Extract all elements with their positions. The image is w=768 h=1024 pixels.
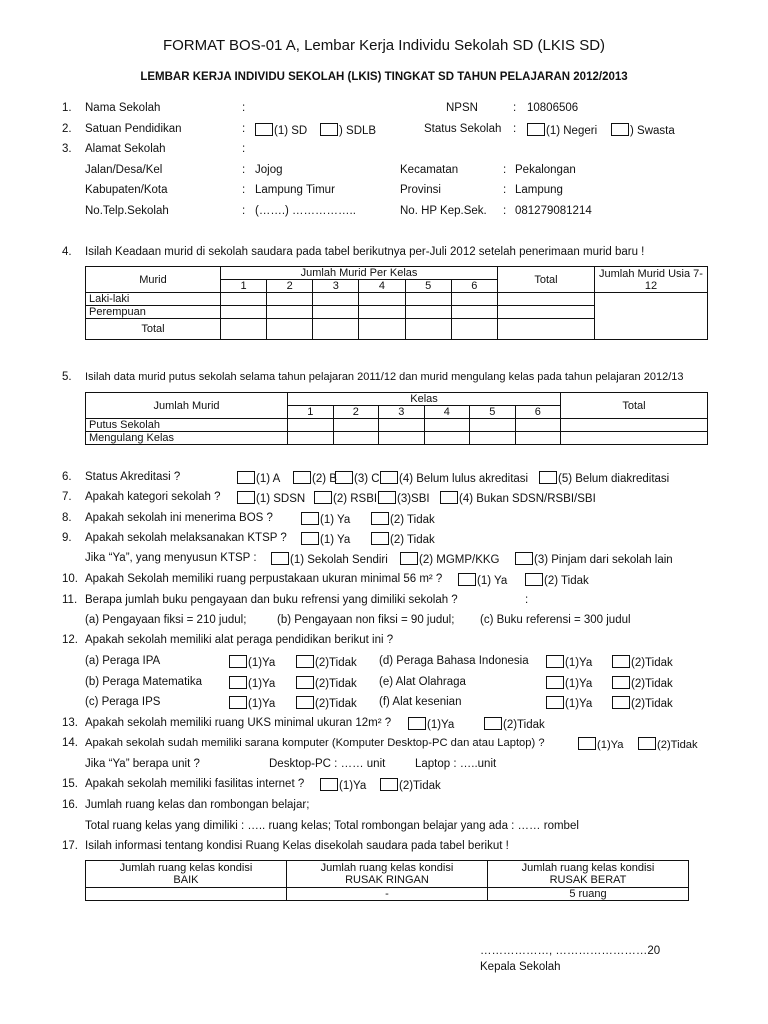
col-jumlah-murid: Jumlah Murid [86,393,288,419]
checkbox[interactable] [296,655,314,668]
checkbox[interactable] [546,676,564,689]
q11-colon: : [525,594,529,606]
checkbox[interactable] [578,737,596,750]
kecamatan-label: Kecamatan [400,164,459,176]
checkbox[interactable] [237,491,255,504]
akreditasi-b-label: (2) B [312,473,337,485]
checkbox[interactable] [271,552,289,565]
perpustakaan-tidak[interactable] [525,573,589,588]
q13-label: Apakah sekolah memiliki ruang UKS minimal ukuran 12m² ? [85,717,392,729]
peraga-ipa-ya-label: (1)Ya [248,657,276,669]
page-subtitle: LEMBAR KERJA INDIVIDU SEKOLAH (LKIS) TINGKAT SD TAHUN PELAJARAN 2012/2013 [140,71,628,83]
checkbox[interactable] [296,696,314,709]
alat-olahraga-ya[interactable] [546,676,592,691]
value-rusak-ringan[interactable]: - [286,888,487,901]
q3-number: 3. [62,143,72,155]
ktsp-ya-label: (1) Ya [320,534,351,546]
checkbox[interactable] [301,512,319,525]
komputer-ya-label: (1)Ya [597,739,624,751]
kelas-2: 2 [333,406,379,419]
kecamatan-colon: : [503,164,507,176]
col-rusak-ringan-line1: Jumlah ruang kelas kondisi [320,862,454,874]
status-swasta[interactable] [611,123,675,138]
peraga-matematika-tidak-label: (2)Tidak [315,678,357,690]
checkbox[interactable] [546,696,564,709]
cell[interactable] [379,419,425,432]
cell[interactable] [405,319,451,340]
checkbox[interactable] [320,778,338,791]
peraga-ipa-tidak[interactable] [296,655,357,670]
q7-number: 7. [62,491,72,503]
col-baik-line1: Jumlah ruang kelas kondisi [119,862,253,874]
table-row [86,419,708,432]
cell[interactable] [221,319,267,340]
peraga-ips-label: (c) Peraga IPS [85,696,161,708]
komputer-ya[interactable] [578,737,624,752]
cell[interactable] [379,432,425,445]
checkbox[interactable] [380,471,398,484]
signature-date-line: ………………, ……………………20 [480,945,661,957]
jalan-colon: : [242,164,246,176]
kecamatan-value: Pekalongan [515,164,576,176]
checkbox[interactable] [408,717,426,730]
kategori-bukan-label: (4) Bukan SDSN/RSBI/SBI [459,493,596,505]
q2-option-sd[interactable] [255,123,307,138]
buku-referensi: (c) Buku referensi = 300 judul [480,614,631,626]
kategori-rsbi[interactable] [314,491,377,506]
cell[interactable] [359,293,405,306]
q2-option-sd-label: (1) SD [274,125,308,137]
col-rusak-berat-line1: Jumlah ruang kelas kondisi [521,862,655,874]
cell[interactable] [424,419,470,432]
peraga-matematika-ya-label: (1)Ya [248,678,276,690]
q11-number: 11. [62,594,78,606]
status-swasta-label: ) Swasta [630,125,675,137]
peraga-ipa-tidak-label: (2)Tidak [315,657,357,669]
q11-label: Berapa jumlah buku pengayaan dan buku refrensi yang dimiliki sekolah ? [85,594,458,606]
provinsi-colon: : [503,184,507,196]
ktsp-ya[interactable] [301,532,350,547]
q9-label: Apakah sekolah melaksanakan KTSP ? [85,532,287,544]
hp-colon: : [503,205,507,217]
checkbox[interactable] [371,532,389,545]
desktop-unit: Desktop-PC : …… unit [269,758,386,770]
q3-colon: : [242,143,246,155]
checkbox[interactable] [458,573,476,586]
col-rusak-ringan [286,861,487,888]
q5-text: Isilah data murid putus sekolah selama tahun pelajaran 2011/12 dan murid mengulang kelas pada tahun pelajaran 2012/13 [85,371,684,383]
peraga-ips-ya[interactable] [229,696,275,711]
peraga-bahasa-ya-label: (1)Ya [565,657,593,669]
cell[interactable] [313,306,359,319]
checkbox[interactable] [440,491,458,504]
akreditasi-belum-lulus[interactable] [380,471,528,486]
q2-option-sdlb-label: ) SDLB [339,125,377,137]
kelas-1: 1 [288,406,334,419]
col-rusak-berat [488,861,689,888]
checkbox[interactable] [638,737,656,750]
cell[interactable] [470,419,516,432]
q14-number: 14. [62,737,78,749]
internet-ya[interactable] [320,778,366,793]
checkbox[interactable] [400,552,418,565]
col-kelas: Kelas [288,393,561,406]
q12-number: 12. [62,634,78,646]
q2-number: 2. [62,123,72,135]
komputer-sub-label: Jika “Ya” berapa unit ? [85,758,200,770]
cell[interactable] [313,319,359,340]
kelas-3: 3 [379,406,425,419]
signer-title: Kepala Sekolah [480,961,561,973]
perpustakaan-ya-label: (1) Ya [477,575,508,587]
alat-olahraga-label: (e) Alat Olahraga [379,676,466,688]
q8-number: 8. [62,512,72,524]
q6-label: Status Akreditasi ? [85,471,181,483]
q16-label: Jumlah ruang kelas dan rombongan belajar; [85,799,310,811]
kelas-3: 3 [313,280,359,293]
uks-tidak-label: (2)Tidak [503,719,545,731]
peraga-matematika-tidak[interactable] [296,676,357,691]
checkbox[interactable] [378,491,396,504]
hp-label: No. HP Kep.Sek. [400,205,487,217]
akreditasi-c[interactable] [335,471,380,486]
table-row [86,293,708,306]
cell-usia[interactable] [595,293,708,340]
cell[interactable] [451,293,497,306]
row-label: Mengulang Kelas [86,432,288,445]
akreditasi-belum-diakreditasi-label: (5) Belum diakreditasi [558,473,670,485]
pengayaan-non-fiksi: (b) Pengayaan non fiksi = 90 judul; [277,614,455,626]
kategori-rsbi-label: (2) RSBI [333,493,378,505]
internet-tidak-label: (2)Tidak [399,780,441,792]
checkbox[interactable] [335,471,353,484]
kelas-5: 5 [470,406,516,419]
alat-kesenian-tidak-label: (2)Tidak [631,698,673,710]
kabupaten-colon: : [242,184,246,196]
peraga-bahasa-tidak-label: (2)Tidak [631,657,673,669]
alat-olahraga-tidak-label: (2)Tidak [631,678,673,690]
cell[interactable] [561,432,708,445]
alat-olahraga-ya-label: (1)Ya [565,678,593,690]
checkbox[interactable] [371,512,389,525]
checkbox[interactable] [539,471,557,484]
q14-label: Apakah sekolah sudah memiliki sarana komputer (Komputer Desktop-PC dan atau Laptop) ? [85,737,545,749]
hp-value: 081279081214 [515,205,592,217]
checkbox[interactable] [229,696,247,709]
kelas-6: 6 [515,406,561,419]
checkbox[interactable] [484,717,502,730]
alat-kesenian-ya[interactable] [546,696,592,711]
checkbox[interactable] [612,676,630,689]
provinsi-label: Provinsi [400,184,441,196]
col-total: Total [498,267,595,293]
ktsp-mgmp-label: (2) MGMP/KKG [419,554,500,566]
bos-tidak[interactable] [371,512,435,527]
cell[interactable] [561,419,708,432]
alat-kesenian-label: (f) Alat kesenian [379,696,462,708]
cell[interactable] [424,432,470,445]
checkbox[interactable] [612,696,630,709]
checkbox[interactable] [546,655,564,668]
internet-tidak[interactable] [380,778,441,793]
q17-label: Isilah informasi tentang kondisi Ruang Kelas disekolah saudara pada tabel berikut ! [85,840,509,852]
checkbox[interactable] [237,471,255,484]
q13-number: 13. [62,717,78,729]
col-rusak-ringan-line2: RUSAK RINGAN [345,874,429,886]
kategori-bukan[interactable] [440,491,596,506]
checkbox[interactable] [293,471,311,484]
q15-number: 15. [62,778,78,790]
col-per-kelas: Jumlah Murid Per Kelas [221,267,498,280]
status-negeri-label: (1) Negeri [546,125,598,137]
kategori-sbi[interactable] [378,491,430,506]
alat-olahraga-tidak[interactable] [612,676,673,691]
q10-number: 10. [62,573,78,585]
peraga-matematika-ya[interactable] [229,676,275,691]
q10-label: Apakah Sekolah memiliki ruang perpustakaan ukuran minimal 56 m² ? [85,573,443,585]
ktsp-sekolah-sendiri-label: (1) Sekolah Sendiri [290,554,388,566]
q2-label: Satuan Pendidikan [85,123,182,135]
row-label: Total [86,319,221,340]
npsn-colon: : [513,102,517,114]
cell[interactable] [333,432,379,445]
akreditasi-a-label: (1) A [256,473,281,485]
col-murid: Murid [86,267,221,293]
row-label: Perempuan [86,306,221,319]
cell[interactable] [267,319,313,340]
q4-text: Isilah Keadaan murid di sekolah saudara pada tabel berikutnya per-Juli 2012 setelah penerimaan murid baru ! [85,246,645,258]
col-baik [86,861,287,888]
cell[interactable] [221,293,267,306]
cell[interactable] [359,306,405,319]
kelas-5: 5 [405,280,451,293]
q16-sub: Total ruang kelas yang dimiliki : ….. ruang kelas; Total rombongan belajar yang ada : …… rombel [85,820,579,832]
q7-label: Apakah kategori sekolah ? [85,491,221,503]
ruang-kelas-table [85,860,689,901]
table-row [86,888,689,901]
cell[interactable] [515,419,561,432]
kategori-sbi-label: (3)SBI [397,493,430,505]
cell[interactable] [267,306,313,319]
akreditasi-belum-lulus-label: (4) Belum lulus akreditasi [399,473,529,485]
komputer-tidak-label: (2)Tidak [657,739,698,751]
kelas-2: 2 [267,280,313,293]
npsn-label: NPSN [446,102,478,114]
uks-ya-label: (1)Ya [427,719,455,731]
bos-ya[interactable] [301,512,350,527]
perpustakaan-ya[interactable] [458,573,507,588]
akreditasi-a[interactable] [237,471,280,486]
cell[interactable] [515,432,561,445]
uks-ya[interactable] [408,717,454,732]
telp-colon: : [242,205,246,217]
putus-sekolah-table [85,392,708,445]
provinsi-value: Lampung [515,184,563,196]
status-colon: : [513,123,517,135]
cell[interactable] [221,306,267,319]
value-rusak-berat[interactable]: 5 ruang [488,888,689,901]
komputer-tidak[interactable] [638,737,698,752]
q2-colon: : [242,123,246,135]
col-usia: Jumlah Murid Usia 7-12 [595,267,708,293]
col-baik-line2: BAIK [173,874,199,886]
checkbox[interactable] [296,676,314,689]
q6-number: 6. [62,471,72,483]
kategori-sdsn[interactable] [237,491,305,506]
npsn-value: 10806506 [527,102,579,114]
telp-label: No.Telp.Sekolah [85,205,169,217]
pengayaan-fiksi: (a) Pengayaan fiksi = 210 judul; [85,614,247,626]
status-negeri[interactable] [527,123,597,138]
row-label: Laki-laki [86,293,221,306]
kategori-sdsn-label: (1) SDSN [256,493,306,505]
internet-ya-label: (1)Ya [339,780,367,792]
col-rusak-berat-line2: RUSAK BERAT [549,874,627,886]
table-row [86,432,708,445]
checkbox[interactable] [229,676,247,689]
peraga-ips-tidak-label: (2)Tidak [315,698,357,710]
page-title: FORMAT BOS-01 A, Lembar Kerja Individu Sekolah SD (LKIS SD) [162,37,606,54]
q5-number: 5. [62,371,72,383]
peraga-ips-ya-label: (1)Ya [248,698,276,710]
ktsp-pinjam[interactable] [515,552,673,567]
cell[interactable] [405,293,451,306]
ktsp-tidak[interactable] [371,532,435,547]
ktsp-sub-label: Jika “Ya”, yang menyusun KTSP : [85,552,257,564]
q12-label: Apakah sekolah memiliki alat peraga pendidikan berikut ini ? [85,634,394,646]
peraga-ips-tidak[interactable] [296,696,357,711]
checkbox[interactable] [527,123,545,136]
kelas-6: 6 [451,280,497,293]
uks-tidak[interactable] [484,717,545,732]
ktsp-pinjam-label: (3) Pinjam dari sekolah lain [534,554,673,566]
col-total: Total [561,393,708,419]
q17-number: 17. [62,840,78,852]
cell[interactable] [498,306,595,319]
alat-kesenian-ya-label: (1)Ya [565,698,593,710]
cell[interactable] [498,293,595,306]
peraga-bahasa-label: (d) Peraga Bahasa Indonesia [379,655,529,667]
value-baik[interactable] [86,888,287,901]
q4-number: 4. [62,246,72,258]
status-sekolah-label: Status Sekolah [424,123,502,135]
q1-number: 1. [62,102,72,114]
cell[interactable] [267,293,313,306]
jalan-label: Jalan/Desa/Kel [85,164,163,176]
kelas-4: 4 [424,406,470,419]
q1-colon: : [242,102,246,114]
peraga-bahasa-ya[interactable] [546,655,592,670]
telp-value: (…….) …………….. [255,205,356,217]
q3-label: Alamat Sekolah [85,143,166,155]
kabupaten-label: Kabupaten/Kota [85,184,168,196]
cell[interactable] [313,293,359,306]
checkbox[interactable] [525,573,543,586]
checkbox[interactable] [380,778,398,791]
peraga-bahasa-tidak[interactable] [612,655,673,670]
akreditasi-belum-diakreditasi[interactable] [539,471,669,486]
peraga-matematika-label: (b) Peraga Matematika [85,676,202,688]
bos-tidak-label: (2) Tidak [390,514,435,526]
cell[interactable] [288,419,334,432]
peraga-ipa-label: (a) Peraga IPA [85,655,161,667]
cell[interactable] [470,432,516,445]
peraga-ipa-ya[interactable] [229,655,275,670]
laptop-unit: Laptop : …..unit [415,758,497,770]
kabupaten-value: Lampung Timur [255,184,335,196]
checkbox[interactable] [612,655,630,668]
ktsp-tidak-label: (2) Tidak [390,534,435,546]
q16-number: 16. [62,799,78,811]
cell[interactable] [451,319,497,340]
checkbox[interactable] [255,123,273,136]
q15-label: Apakah sekolah memiliki fasilitas internet ? [85,778,305,790]
akreditasi-b[interactable] [293,471,337,486]
ktsp-sekolah-sendiri[interactable] [271,552,388,567]
checkbox[interactable] [314,491,332,504]
cell[interactable] [288,432,334,445]
jalan-value: Jojog [255,164,283,176]
akreditasi-c-label: (3) C [354,473,380,485]
checkbox[interactable] [611,123,629,136]
checkbox[interactable] [320,123,338,136]
ktsp-mgmp[interactable] [400,552,500,567]
checkbox[interactable] [229,655,247,668]
row-label: Putus Sekolah [86,419,288,432]
murid-table [85,266,708,340]
cell[interactable] [451,306,497,319]
checkbox[interactable] [515,552,533,565]
kelas-1: 1 [221,280,267,293]
q2-option-sdlb[interactable] [320,123,376,138]
kelas-4: 4 [359,280,405,293]
q9-number: 9. [62,532,72,544]
bos-ya-label: (1) Ya [320,514,351,526]
cell[interactable] [405,306,451,319]
checkbox[interactable] [301,532,319,545]
alat-kesenian-tidak[interactable] [612,696,673,711]
cell[interactable] [498,319,595,340]
cell[interactable] [333,419,379,432]
cell[interactable] [359,319,405,340]
q1-label: Nama Sekolah [85,102,161,114]
perpustakaan-tidak-label: (2) Tidak [544,575,589,587]
q8-label: Apakah sekolah ini menerima BOS ? [85,512,273,524]
